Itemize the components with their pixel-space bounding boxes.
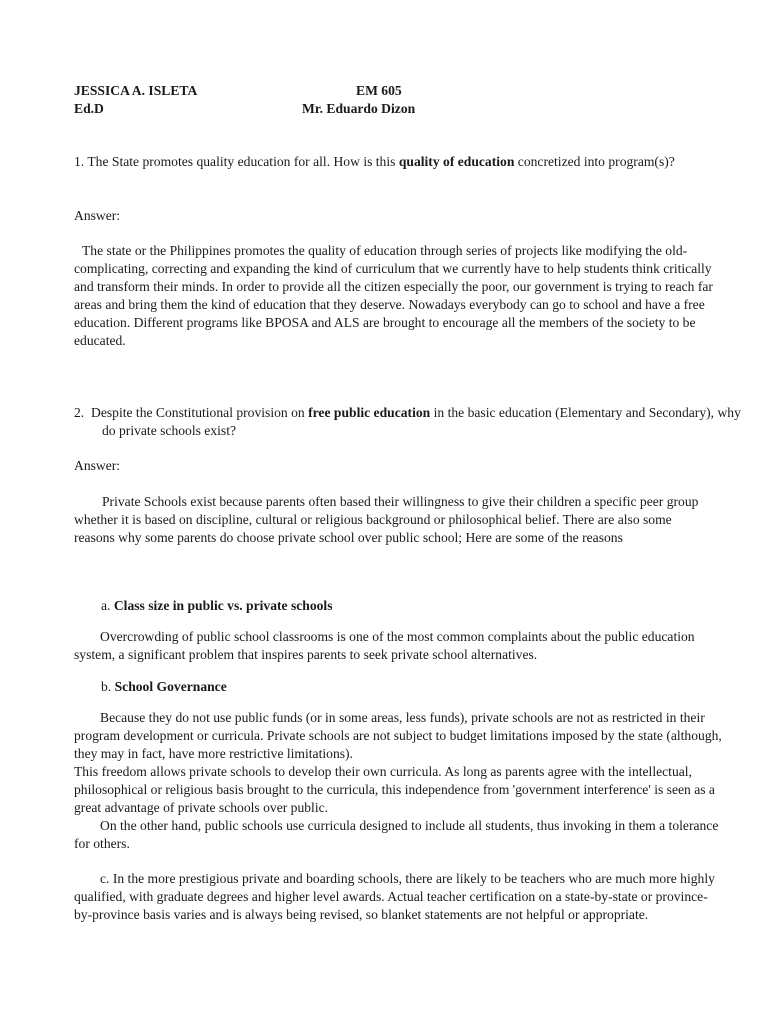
- reason-a-heading: [74, 597, 714, 615]
- answer-2-label: Answer:: [74, 458, 121, 473]
- instructor-name: Mr. Eduardo Dizon: [302, 101, 416, 116]
- question-2: [74, 404, 742, 440]
- question-2-emphasis: free public education: [308, 405, 431, 420]
- answer-1-paragraph: The state or the Philippines promotes the quality of education through series of projects like modifying the old-complicating, correcting and expanding the kind of curriculum that we currently have to help students think critically and transform their minds. In order to provide all the citizen especially the poor, our government is trying to reach far areas and bring them the kind of education that they deserve. Nowadays everybody can go to school and have a free education. Different programs like BPOSA and ALS are brought to encourage all the members of the society to be educated.: [74, 243, 713, 348]
- reason-a-paragraph: Overcrowding of public school classrooms is one of the most common complaints about the public education system, a significant problem that inspires parents to seek private school alternatives.: [74, 629, 695, 662]
- reason-b-heading: [74, 678, 714, 696]
- question-1-text-pre: The State promotes quality education for all. How is this: [87, 154, 399, 169]
- question-2-text-post: in the basic education (Elementary and Secondary), why do private schools exist?: [102, 405, 741, 438]
- reason-b-paragraph-3: On the other hand, public schools use curricula designed to include all students, thus invoking in them a tolerance for others.: [74, 818, 719, 851]
- answer-1-label: Answer:: [74, 208, 121, 223]
- question-1-number: 1.: [74, 154, 85, 169]
- question-1: [74, 153, 714, 171]
- reason-b-paragraph-2: This freedom allows private schools to develop their own curricula. As long as parents agree with the intellectual, philosophical or religious basis brought to the curricula, this independence from 'government interference' is seen as a great advantage of private schools over public.: [74, 764, 715, 815]
- reason-c-paragraph: c. In the more prestigious private and boarding schools, there are likely to be teachers who are much more highly qualified, with graduate degrees and higher level awards. Actual teacher certification on a state-by-state or province-by-province basis varies and is always being revised, so blanket statements are not helpful or appropriate.: [74, 871, 715, 922]
- question-1-emphasis: quality of education: [398, 154, 515, 169]
- reason-b-title: School Governance: [114, 679, 227, 694]
- reason-a-label: a.: [101, 598, 111, 613]
- question-2-text-pre: Despite the Constitutional provision on: [91, 405, 309, 420]
- question-1-text-post: concretized into program(s)?: [514, 154, 675, 169]
- course-code: EM 605: [356, 83, 402, 98]
- author-degree: Ed.D: [74, 101, 104, 116]
- question-2-number: 2.: [74, 405, 85, 420]
- answer-2-paragraph: Private Schools exist because parents often based their willingness to give their children a specific peer group whether it is based on discipline, cultural or religious background or philosophical belief. There are also some reasons why some parents do choose private school over public school; Here are some of the reasons: [74, 494, 699, 545]
- reason-b-label: b.: [101, 679, 112, 694]
- reason-b-paragraph-1: Because they do not use public funds (or in some areas, less funds), private schools are not as restricted in their program development or curricula. Private schools are not subject to budget limitations imposed by the state (although, they may in fact, have more restrictive limitations).: [74, 710, 722, 761]
- reason-a-title: Class size in public vs. private schools: [113, 598, 333, 613]
- author-name: JESSICA A. ISLETA: [74, 83, 198, 98]
